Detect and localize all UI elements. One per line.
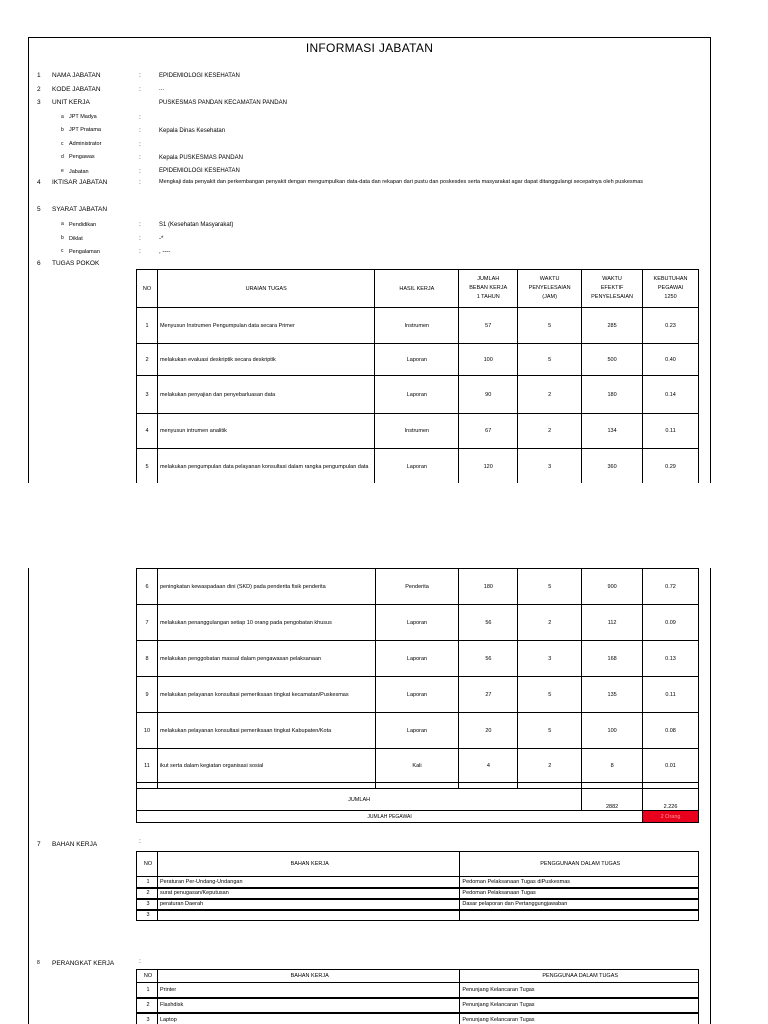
header-line: 1250 xyxy=(664,294,677,300)
header-line: EFEKTIF xyxy=(600,285,624,291)
pendidikan-value: S1 (Kesehatan Masyarakat) xyxy=(159,222,234,228)
table-row xyxy=(137,888,699,899)
cell-no: 1 xyxy=(137,877,158,888)
cell-uraian: melakukan penyajian dan penyebarluasan data xyxy=(157,376,374,414)
cell-penggunaan: Pedoman Pelaksanaan Tugas xyxy=(460,888,699,899)
jumlah-pegawai-value: 2 Orang xyxy=(643,811,699,823)
cell-jumlah: 20 xyxy=(459,713,518,749)
cell-bahan: Laptop xyxy=(157,1013,459,1024)
cell-penggunaan xyxy=(460,910,699,921)
header-penggunaan: PENGGUNAAN DALAM TUGAS xyxy=(460,852,699,877)
cell-waktu: 2 xyxy=(518,605,582,641)
header-penggunaan: PENGGUNAA DALAM TUGAS xyxy=(460,970,699,983)
header-line: WAKTU xyxy=(602,276,622,282)
cell-uraian: melakukan pelayanan konsultasi pemeriksaan tingkat kecamatan/Puskesmas xyxy=(157,677,375,713)
jumlah-row xyxy=(137,789,699,811)
cell-kebutuhan: 0.14 xyxy=(643,376,699,414)
cell-kebutuhan: 0.09 xyxy=(643,605,699,641)
field-number: 3 xyxy=(37,99,41,106)
cell-no: 1 xyxy=(137,308,158,344)
field-number: 2 xyxy=(37,86,41,93)
header-line: PEGAWAI xyxy=(657,285,684,291)
field-number: 6 xyxy=(37,260,41,267)
cell-bahan: Flashdisk xyxy=(157,998,459,1013)
sub-bullet: c xyxy=(61,248,64,254)
header-efektif xyxy=(582,270,643,308)
cell-efektif: 285 xyxy=(582,308,643,344)
jumlah-pegawai-label: JUMLAH PEGAWAI xyxy=(137,811,643,823)
cell-waktu: 5 xyxy=(518,308,582,344)
jumlah-efektif: 2882 xyxy=(582,789,643,811)
cell-hasil: Laporan xyxy=(375,641,459,677)
colon: : xyxy=(139,168,141,175)
table-row xyxy=(137,899,699,910)
sub-bullet: a xyxy=(61,221,64,227)
header-waktu xyxy=(518,270,582,308)
field-number: 1 xyxy=(37,72,41,79)
cell-bahan: Printer xyxy=(157,983,459,998)
table-row xyxy=(137,641,699,677)
tugas-pokok-label: TUGAS POKOK xyxy=(52,260,100,267)
pengawas-label: Pengawas xyxy=(69,154,95,160)
cell-no: 11 xyxy=(137,749,158,783)
sub-bullet: b xyxy=(61,235,64,241)
cell-hasil: Laporan xyxy=(375,449,459,485)
cell-kebutuhan: 0.40 xyxy=(643,344,699,376)
cell-jumlah: 57 xyxy=(459,308,518,344)
administrator-label: Administrator xyxy=(69,141,102,147)
table-header-row xyxy=(137,970,699,983)
cell-uraian: melakukan pelayanan konsultasi pemeriksaan tingkat Kabupaten/Kota xyxy=(157,713,375,749)
cell-no: 9 xyxy=(137,677,158,713)
cell-kebutuhan: 0.23 xyxy=(643,308,699,344)
cell-jumlah: 67 xyxy=(459,414,518,449)
colon: : xyxy=(139,127,141,134)
cell-no: 1 xyxy=(137,983,158,998)
table-row xyxy=(137,983,699,998)
colon: : xyxy=(139,235,141,242)
cell-waktu: 3 xyxy=(518,641,582,677)
page-gap xyxy=(0,483,768,568)
cell-hasil: Laporan xyxy=(375,376,459,414)
cell-waktu: 2 xyxy=(518,749,582,783)
header-line: JUMLAH xyxy=(477,276,500,282)
header-line: PENYELESAIAN xyxy=(591,294,633,300)
cell-hasil: Kali xyxy=(375,749,459,783)
cell-bahan: surat penugasan/Keputusan xyxy=(157,888,459,899)
unit-kerja-label: UNIT KERJA xyxy=(52,99,90,106)
table-row xyxy=(137,449,699,485)
cell-no: 3 xyxy=(137,1013,158,1024)
header-line: PENYELESAIAN xyxy=(528,285,571,291)
cell-efektif: 135 xyxy=(582,677,643,713)
cell-waktu: 5 xyxy=(518,569,582,605)
colon: : xyxy=(139,179,141,186)
cell-no: 4 xyxy=(137,414,158,449)
cell-bahan: peraturan Daerah xyxy=(157,899,459,910)
jpt-madya-label: JPT Madya xyxy=(69,114,97,120)
cell-efektif: 500 xyxy=(582,344,643,376)
cell-no: 2 xyxy=(137,888,158,899)
colon: : xyxy=(139,154,141,161)
header-line: (JAM) xyxy=(542,294,557,300)
cell-penggunaan: Penunjang Kelancaran Tugas xyxy=(460,983,699,998)
header-line: 1 TAHUN xyxy=(476,294,500,300)
cell-uraian: melakukan penanggulangan setiap 10 orang pada pengobatan khusus xyxy=(157,605,375,641)
cell-waktu: 5 xyxy=(518,677,582,713)
cell-efektif: 900 xyxy=(582,569,643,605)
cell-efektif: 134 xyxy=(582,414,643,449)
tugas-table-part-1 xyxy=(136,269,699,485)
cell-uraian: melakukan pengumpulan data pelayanan konsultasi dalam rangka pengumpulan data xyxy=(157,449,374,485)
cell-jumlah: 56 xyxy=(459,641,518,677)
cell-no: 8 xyxy=(137,641,158,677)
nama-jabatan-label: NAMA JABATAN xyxy=(52,72,101,79)
jabatan-label: Jabatan xyxy=(69,169,89,175)
cell-hasil: Laporan xyxy=(375,344,459,376)
cell-kebutuhan: 0.29 xyxy=(643,449,699,485)
colon: : xyxy=(139,838,141,845)
table-header-row xyxy=(137,852,699,877)
header-line: WAKTU xyxy=(539,276,560,282)
cell-hasil: Instrumen xyxy=(375,308,459,344)
cell-efektif: 360 xyxy=(582,449,643,485)
cell-hasil: Instrumen xyxy=(375,414,459,449)
cell-no: 2 xyxy=(137,998,158,1013)
jumlah-pegawai-row xyxy=(137,811,699,823)
cell-jumlah: 27 xyxy=(459,677,518,713)
colon: : xyxy=(139,72,141,79)
cell-no: 2 xyxy=(137,344,158,376)
table-row xyxy=(137,569,699,605)
document-page-1 xyxy=(28,37,711,483)
header-bahan: BAHAN KERJA xyxy=(157,852,459,877)
field-number: 4 xyxy=(37,179,41,186)
cell-kebutuhan: 0.11 xyxy=(643,414,699,449)
sub-bullet: b xyxy=(61,127,64,133)
table-row xyxy=(137,344,699,376)
pengalaman-label: Pengalaman xyxy=(69,249,100,255)
table-row xyxy=(137,998,699,1013)
table-row xyxy=(137,1013,699,1024)
colon: : xyxy=(139,86,141,93)
cell-jumlah: 4 xyxy=(459,749,518,783)
cell-waktu: 2 xyxy=(518,414,582,449)
cell-uraian: melakukan penggobatan massal dalam pengawasan pelaksanaan xyxy=(157,641,375,677)
cell-jumlah: 90 xyxy=(459,376,518,414)
header-jumlah xyxy=(459,270,518,308)
bahan-kerja-label: BAHAN KERJA xyxy=(52,841,98,848)
header-line: KEBUTUHAN xyxy=(653,276,688,282)
cell-jumlah: 180 xyxy=(459,569,518,605)
table-row xyxy=(137,713,699,749)
cell-hasil: Laporan xyxy=(375,677,459,713)
cell-efektif: 112 xyxy=(582,605,643,641)
diklat-label: Diklat xyxy=(69,236,83,242)
cell-penggunaan: Pedoman Pelaksanaan Tugas diPuskesmas xyxy=(460,877,699,888)
table-row xyxy=(137,308,699,344)
cell-efektif: 168 xyxy=(582,641,643,677)
jumlah-label: JUMLAH xyxy=(137,789,582,811)
table-row xyxy=(137,877,699,888)
colon: : xyxy=(139,221,141,228)
cell-no: 5 xyxy=(137,449,158,485)
cell-uraian: peningkatan kewaspadaan dini (SKD) pada penderita fisik penderita xyxy=(157,569,375,605)
cell-uraian: ikut serta dalam kegiatan organisasi sosial xyxy=(157,749,375,783)
cell-penggunaan: Penunjang Kelancaran Tugas xyxy=(460,998,699,1013)
cell-kebutuhan: 0.01 xyxy=(643,749,699,783)
cell-jumlah: 100 xyxy=(459,344,518,376)
cell-no: 3 xyxy=(137,899,158,910)
table-row xyxy=(137,376,699,414)
table-header-row xyxy=(137,270,699,308)
sub-bullet: e xyxy=(61,168,64,174)
sub-bullet: c xyxy=(61,141,64,147)
kode-jabatan-value: ... xyxy=(159,86,165,92)
cell-bahan xyxy=(157,910,459,921)
cell-efektif: 180 xyxy=(582,376,643,414)
cell-kebutuhan: 0.13 xyxy=(643,641,699,677)
table-row xyxy=(137,605,699,641)
cell-no: 10 xyxy=(137,713,158,749)
table-row xyxy=(137,910,699,921)
header-no: NO xyxy=(137,852,158,877)
cell-jumlah: 56 xyxy=(459,605,518,641)
cell-waktu: 5 xyxy=(518,713,582,749)
cell-waktu: 2 xyxy=(518,376,582,414)
header-line: BEBAN KERJA xyxy=(469,285,508,291)
cell-uraian: melakukan evaluasi deskriptik secara deskriptik xyxy=(157,344,374,376)
syarat-jabatan-label: SYARAT JABATAN xyxy=(52,206,108,213)
cell-waktu: 3 xyxy=(518,449,582,485)
cell-no: 3 xyxy=(137,376,158,414)
jpt-pratama-label: JPT Pratama xyxy=(69,127,101,133)
jabatan-value: EPIDEMIOLOGI KESEHATAN xyxy=(159,168,240,174)
ikhtisar-value: Mengkaji data penyakit dan perkembangan penyakit dengan mengumpulkan data-data dan rekapan dari pustu dan poskesdes serta masyarakat agar dapat ditanggulangi secepatnya oleh puskesmas xyxy=(159,179,644,185)
colon: : xyxy=(139,958,141,965)
cell-no: 3 xyxy=(137,910,158,921)
cell-waktu: 5 xyxy=(518,344,582,376)
cell-penggunaan: Penunjang Kelancaran Tugas xyxy=(460,1013,699,1024)
header-uraian: URAIAN TUGAS xyxy=(157,270,374,308)
perangkat-kerja-label: PERANGKAT KERJA xyxy=(52,960,115,967)
cell-uraian: menyusun intrumen analitik xyxy=(157,414,374,449)
diklat-value: -* xyxy=(159,236,164,242)
perangkat-kerja-table xyxy=(136,969,699,1024)
bahan-kerja-table xyxy=(136,851,699,921)
cell-efektif: 8 xyxy=(582,749,643,783)
header-hasil: HASIL KERJA xyxy=(375,270,459,308)
tugas-table-part-2 xyxy=(136,568,699,823)
field-number: 8 xyxy=(37,960,40,966)
cell-kebutuhan: 0.08 xyxy=(643,713,699,749)
table-row xyxy=(137,677,699,713)
field-number: 7 xyxy=(37,841,41,848)
colon: : xyxy=(139,114,141,121)
pengalaman-value: , ---- xyxy=(159,249,171,255)
field-number: 5 xyxy=(37,206,41,213)
cell-no: 6 xyxy=(137,569,158,605)
header-bahan: BAHAN KERJA xyxy=(157,970,459,983)
ikhtisar-label: IKTISAR JABATAN xyxy=(52,179,108,186)
cell-uraian: Menyusun Instrumen Pengumpulan data secara Primer xyxy=(157,308,374,344)
cell-bahan: Peraturan Per-Undang-Undangan xyxy=(157,877,459,888)
jumlah-kebutuhan: 2.226 xyxy=(643,789,699,811)
page-title: INFORMASI JABATAN xyxy=(305,41,434,55)
kode-jabatan-label: KODE JABATAN xyxy=(52,86,101,93)
sub-bullet: a xyxy=(61,114,64,120)
colon: : xyxy=(139,141,141,148)
cell-hasil: Penderita xyxy=(375,569,459,605)
jpt-pratama-value: Kepala Dinas Kesehatan xyxy=(159,128,226,134)
cell-kebutuhan: 0.11 xyxy=(643,677,699,713)
colon: : xyxy=(139,248,141,255)
unit-kerja-value: PUSKESMAS PANDAN KECAMATAN PANDAN xyxy=(159,100,287,106)
cell-no: 7 xyxy=(137,605,158,641)
cell-jumlah: 120 xyxy=(459,449,518,485)
pengawas-value: Kepala PUSKESMAS PANDAN xyxy=(159,155,243,161)
document-page-2 xyxy=(28,568,711,1024)
cell-hasil: Laporan xyxy=(375,713,459,749)
pendidikan-label: Pendidikan xyxy=(69,222,97,228)
sub-bullet: d xyxy=(61,154,64,160)
table-row xyxy=(137,749,699,783)
nama-jabatan-value: EPIDEMIOLOGI KESEHATAN xyxy=(159,73,240,79)
cell-kebutuhan: 0.72 xyxy=(643,569,699,605)
header-no: NO xyxy=(137,270,158,308)
table-row xyxy=(137,414,699,449)
cell-hasil: Laporan xyxy=(375,605,459,641)
cell-penggunaan: Dasar pelaporan dan Pertanggungjawaban xyxy=(460,899,699,910)
header-kebutuhan xyxy=(643,270,699,308)
header-no: NO xyxy=(137,970,158,983)
cell-efektif: 100 xyxy=(582,713,643,749)
